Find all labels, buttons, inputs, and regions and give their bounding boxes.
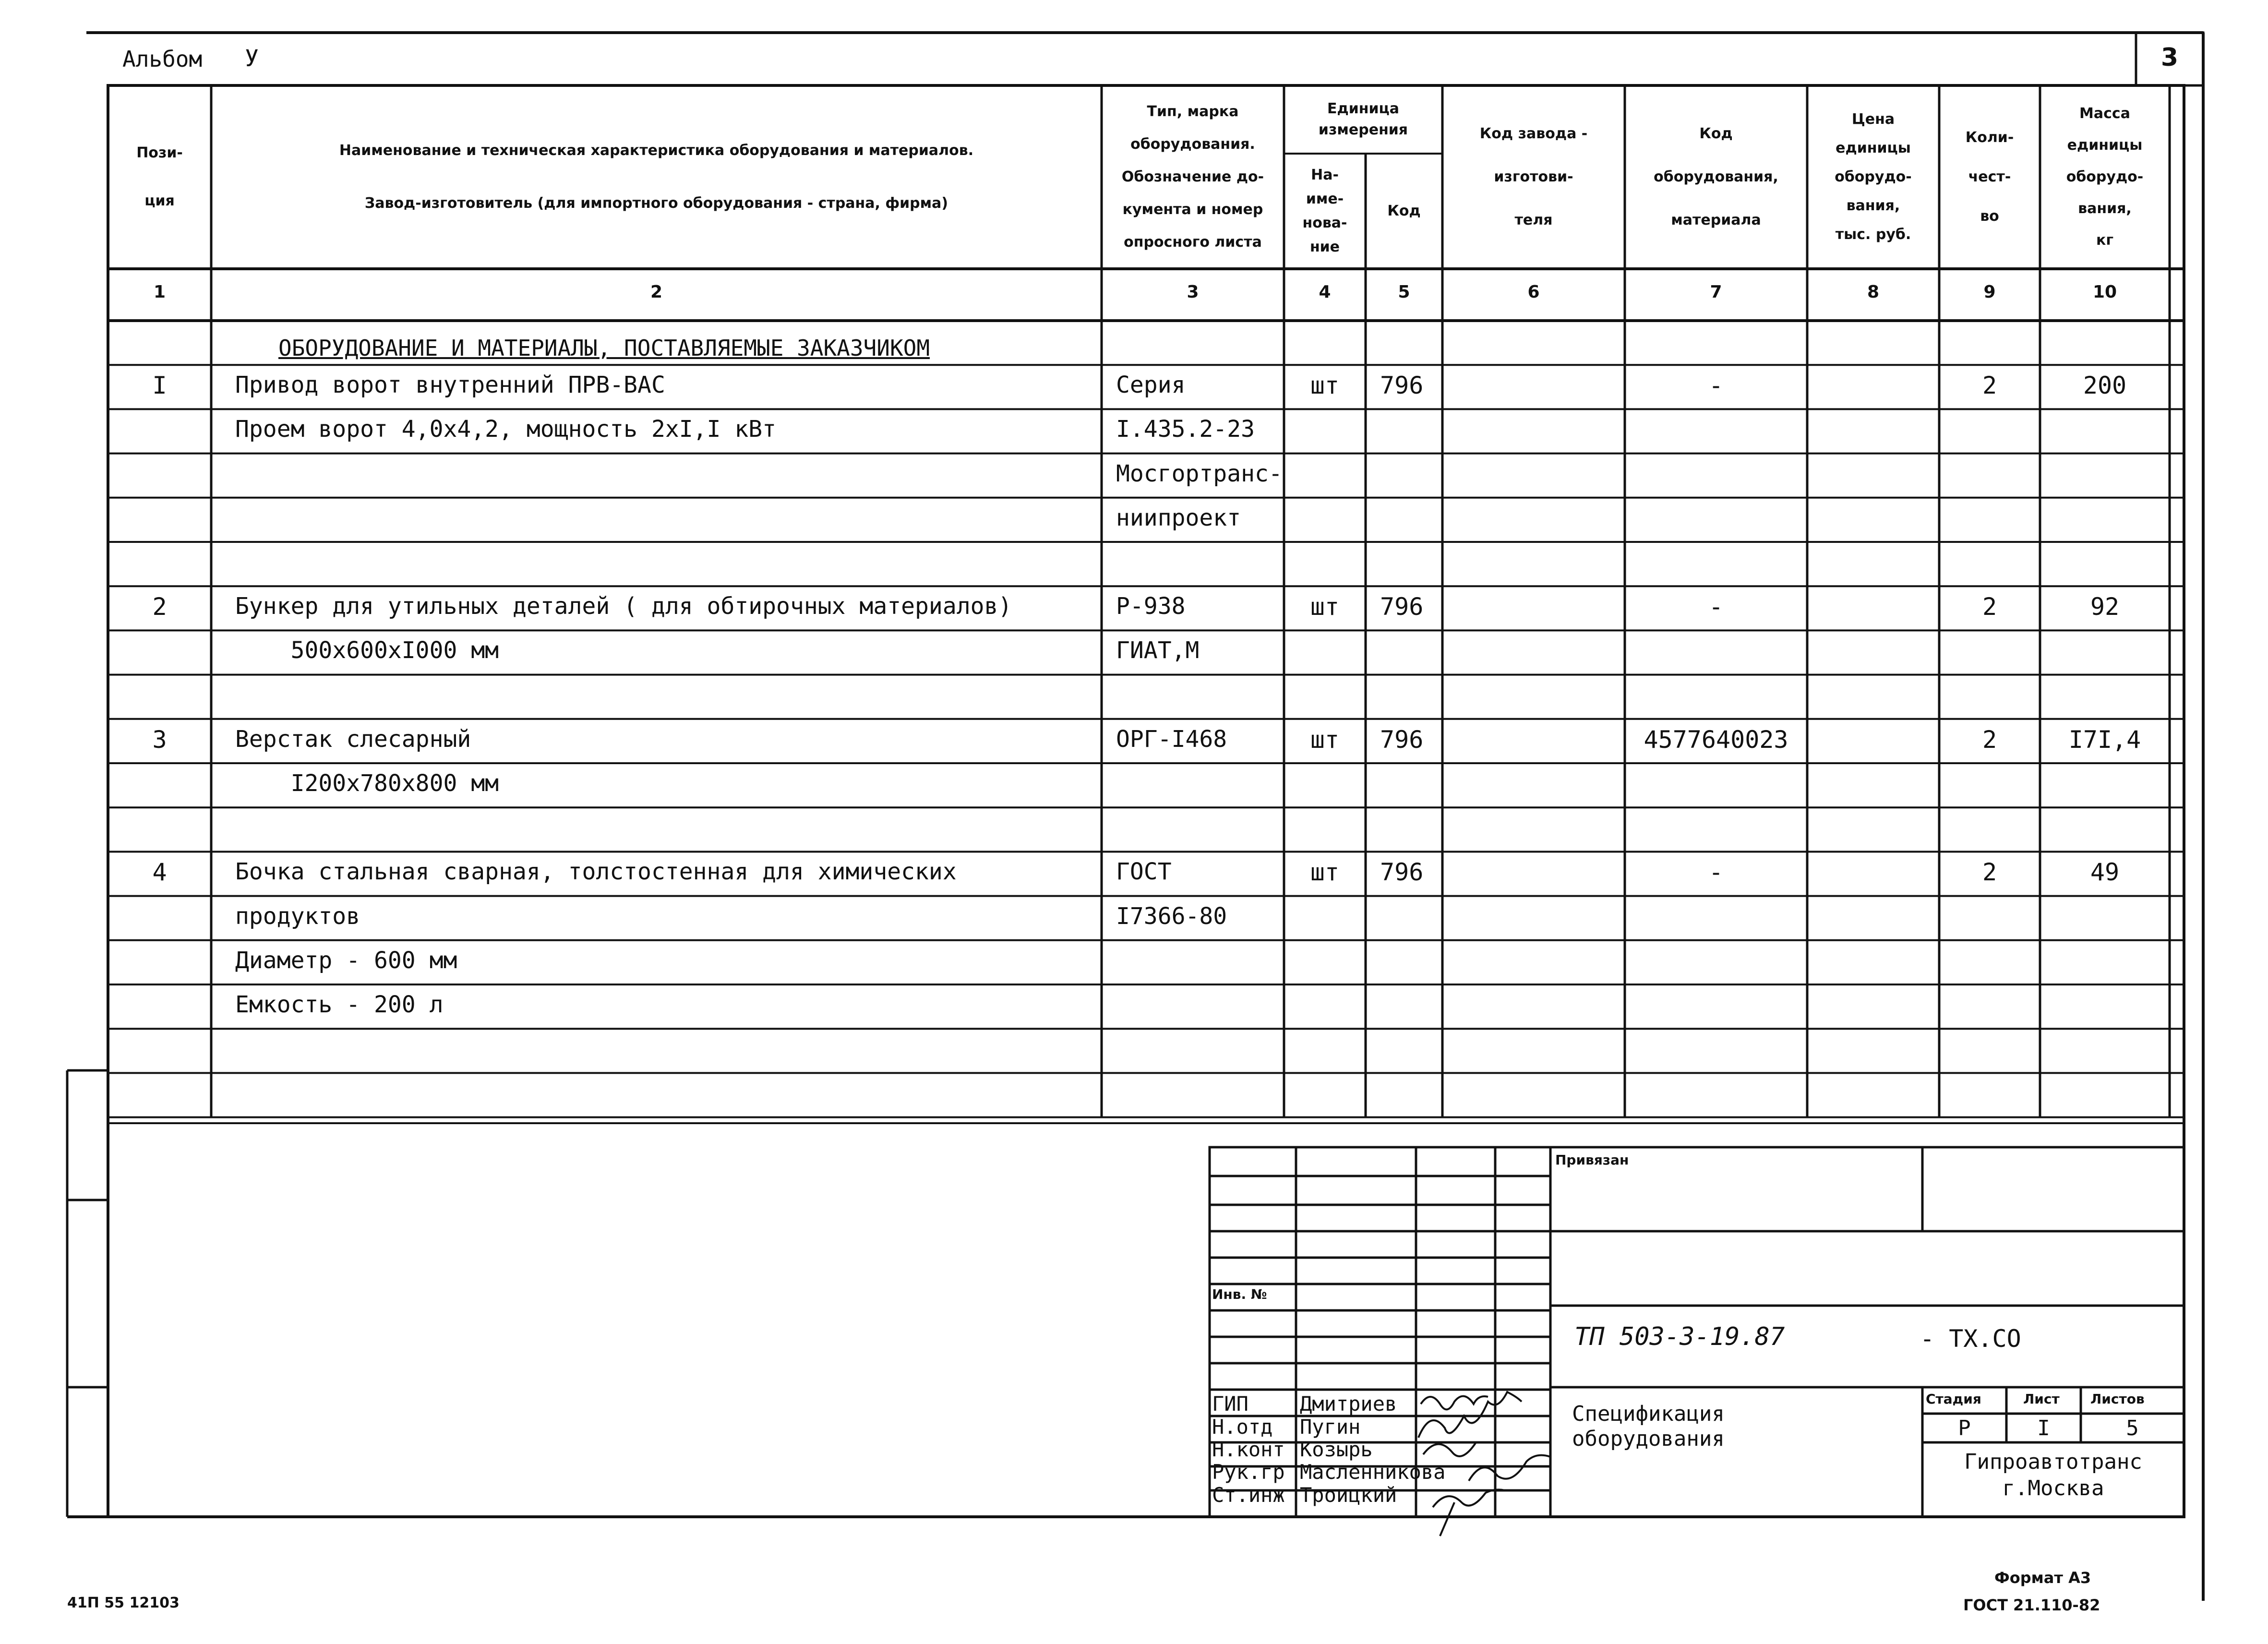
cell-pos: 3 bbox=[152, 725, 167, 754]
document-title-line-1: Спецификация bbox=[1572, 1402, 1725, 1426]
column-number: 5 bbox=[1398, 282, 1410, 302]
header-type-line: Обозначение до- bbox=[1121, 168, 1264, 185]
signatory-role: Рук.гр bbox=[1212, 1460, 1285, 1484]
header-mass-line: Масса bbox=[2079, 105, 2130, 122]
signatory-role: Н.конт bbox=[1212, 1438, 1285, 1461]
cell-type: Серия bbox=[1116, 372, 1186, 399]
cell-unit: шт bbox=[1310, 858, 1340, 887]
header-type-line: опросного листа bbox=[1124, 234, 1262, 251]
cell-name: Бочка стальная сварная, толстостенная для химических bbox=[235, 858, 957, 886]
column-number: 3 bbox=[1187, 282, 1199, 302]
signatory-name: Дмитриев bbox=[1300, 1392, 1397, 1416]
header-price-line: оборудо- bbox=[1835, 168, 1912, 185]
header-unit-name-line: нова- bbox=[1302, 215, 1347, 231]
cell-code: 796 bbox=[1380, 725, 1424, 754]
header-factory-code-line: Код завода - bbox=[1479, 125, 1588, 142]
header-unit-line: Единица bbox=[1327, 100, 1399, 117]
cell-type: I7366-80 bbox=[1116, 902, 1227, 930]
cell-equip-code: - bbox=[1708, 858, 1724, 887]
stage-label: Стадия bbox=[1926, 1391, 1981, 1407]
column-number: 4 bbox=[1319, 282, 1331, 302]
cell-mass: 200 bbox=[2083, 372, 2127, 400]
signatory-role: Н.отд bbox=[1212, 1415, 1273, 1439]
header-quantity-line: во bbox=[1980, 208, 1999, 225]
album-label: Альбом bbox=[122, 46, 203, 72]
signatory-name: Масленникова bbox=[1300, 1460, 1446, 1484]
stage-value: Р bbox=[1958, 1416, 1971, 1440]
column-number: 10 bbox=[2092, 282, 2117, 302]
gost-label: ГОСТ 21.110-82 bbox=[1963, 1596, 2100, 1614]
header-unit-line: измерения bbox=[1318, 121, 1408, 138]
header-name-line: Наименование и техническая характеристика оборудования и материалов. bbox=[339, 142, 974, 159]
header-unit-name-line: На- bbox=[1311, 167, 1339, 183]
cell-code: 796 bbox=[1380, 858, 1424, 887]
cell-name: Диаметр - 600 мм bbox=[235, 947, 457, 974]
header-type-line: Тип, марка bbox=[1147, 103, 1239, 120]
header-position-line: Пози- bbox=[136, 144, 183, 161]
cell-mass: I7I,4 bbox=[2068, 725, 2141, 754]
column-number: 1 bbox=[153, 282, 166, 302]
page-number: 3 bbox=[2160, 43, 2179, 72]
cell-type: Мосгортранс- bbox=[1116, 460, 1283, 487]
cell-qty: 2 bbox=[1982, 593, 1997, 621]
cell-pos: I bbox=[152, 372, 167, 400]
header-name-line: Завод-изготовитель (для импортного оборудования - страна, фирма) bbox=[364, 195, 948, 212]
header-quantity-line: Коли- bbox=[1965, 129, 2014, 146]
cell-qty: 2 bbox=[1982, 725, 1997, 754]
header-mass-line: оборудо- bbox=[2066, 168, 2144, 185]
header-unit-name-line: ние bbox=[1309, 239, 1340, 255]
inventory-label: Инв. № bbox=[1212, 1286, 1267, 1302]
cell-code: 796 bbox=[1380, 593, 1424, 621]
cell-name: Привод ворот внутренний ПРВ-ВАС bbox=[235, 372, 665, 399]
cell-type: ниипроект bbox=[1116, 504, 1241, 531]
header-price-line: вания, bbox=[1846, 197, 1900, 214]
header-mass-line: вания, bbox=[2078, 200, 2132, 217]
column-number: 2 bbox=[650, 282, 663, 302]
cell-name: Емкость - 200 л bbox=[235, 991, 444, 1018]
cell-name: Проем ворот 4,0х4,2, мощность 2хI,I кВт bbox=[235, 416, 777, 443]
cell-mass: 49 bbox=[2090, 858, 2120, 887]
cell-name: продуктов bbox=[235, 902, 360, 930]
document-suffix: - ТХ.СО bbox=[1920, 1325, 2021, 1353]
organization-name: Гипроавтотранс bbox=[1964, 1450, 2142, 1474]
cell-pos: 4 bbox=[152, 858, 167, 887]
cell-type: ГОСТ bbox=[1116, 858, 1172, 886]
cell-type: I.435.2-23 bbox=[1116, 416, 1255, 443]
cell-pos: 2 bbox=[152, 593, 167, 621]
cell-equip-code: 4577640023 bbox=[1644, 725, 1788, 754]
cell-name: Верстак слесарный bbox=[235, 725, 471, 753]
cell-name: 500х600хI000 мм bbox=[235, 637, 499, 664]
column-number: 7 bbox=[1710, 282, 1722, 302]
header-price-line: единицы bbox=[1836, 140, 1911, 156]
column-number: 6 bbox=[1527, 282, 1540, 302]
signatory-name: Пугин bbox=[1300, 1415, 1361, 1439]
linked-label: Привязан bbox=[1555, 1152, 1629, 1168]
section-title: ОБОРУДОВАНИЕ И МАТЕРИАЛЫ, ПОСТАВЛЯЕМЫЕ ЗАКАЗЧИКОМ bbox=[278, 335, 930, 361]
header-factory-code-line: теля bbox=[1514, 212, 1553, 228]
sheets-label: Листов bbox=[2090, 1391, 2145, 1407]
header-equipment-code-line: оборудования, bbox=[1654, 168, 1778, 185]
cell-unit: шт bbox=[1310, 725, 1340, 754]
signatory-name: Козырь bbox=[1300, 1438, 1373, 1461]
header-equipment-code-line: материала bbox=[1671, 212, 1761, 228]
header-mass-line: единицы bbox=[2067, 137, 2143, 154]
document-code: ТП 503-3-19.87 bbox=[1574, 1322, 1785, 1351]
cell-type: Р-938 bbox=[1116, 593, 1186, 620]
cell-mass: 92 bbox=[2090, 593, 2120, 621]
cell-equip-code: - bbox=[1708, 372, 1724, 400]
sheets-value: 5 bbox=[2126, 1416, 2139, 1440]
header-unit-code-line: Код bbox=[1387, 203, 1421, 219]
header-position-line: ция bbox=[144, 192, 175, 209]
column-number: 8 bbox=[1867, 282, 1880, 302]
cell-name: I200х780х800 мм bbox=[235, 770, 499, 797]
signatory-role: Ст.инж bbox=[1212, 1483, 1285, 1507]
cell-equip-code: - bbox=[1708, 593, 1724, 621]
cell-unit: шт bbox=[1310, 593, 1340, 621]
header-equipment-code-line: Код bbox=[1699, 125, 1733, 142]
album-value: У bbox=[245, 45, 259, 72]
header-mass-line: кг bbox=[2096, 232, 2114, 249]
cell-name: Бункер для утильных деталей ( для обтирочных материалов) bbox=[235, 593, 1012, 620]
column-number: 9 bbox=[1983, 282, 1996, 302]
header-price-line: тыс. руб. bbox=[1835, 226, 1911, 243]
organization-city: г.Москва bbox=[2002, 1476, 2104, 1500]
cell-type: ОРГ-I468 bbox=[1116, 725, 1227, 753]
header-price-line: Цена bbox=[1851, 111, 1895, 128]
format-label: Формат А3 bbox=[1994, 1569, 2091, 1587]
header-unit-name-line: име- bbox=[1306, 191, 1344, 207]
footer-left-code: 41П 55 12103 bbox=[67, 1595, 180, 1611]
header-type-line: оборудования. bbox=[1130, 136, 1255, 153]
header-quantity-line: чест- bbox=[1968, 168, 2011, 185]
sheet-label: Лист bbox=[2023, 1391, 2060, 1407]
header-type-line: кумента и номер bbox=[1122, 201, 1263, 218]
header-factory-code-line: изготови- bbox=[1494, 168, 1573, 185]
cell-qty: 2 bbox=[1982, 372, 1997, 400]
signatory-role: ГИП bbox=[1212, 1392, 1248, 1416]
signatory-name: Троицкий bbox=[1300, 1483, 1397, 1507]
cell-unit: шт bbox=[1310, 372, 1340, 400]
sheet-value: I bbox=[2037, 1416, 2050, 1440]
document-title-line-2: оборудования bbox=[1572, 1427, 1725, 1451]
cell-type: ГИАТ,М bbox=[1116, 637, 1200, 664]
cell-qty: 2 bbox=[1982, 858, 1997, 887]
cell-code: 796 bbox=[1380, 372, 1424, 400]
